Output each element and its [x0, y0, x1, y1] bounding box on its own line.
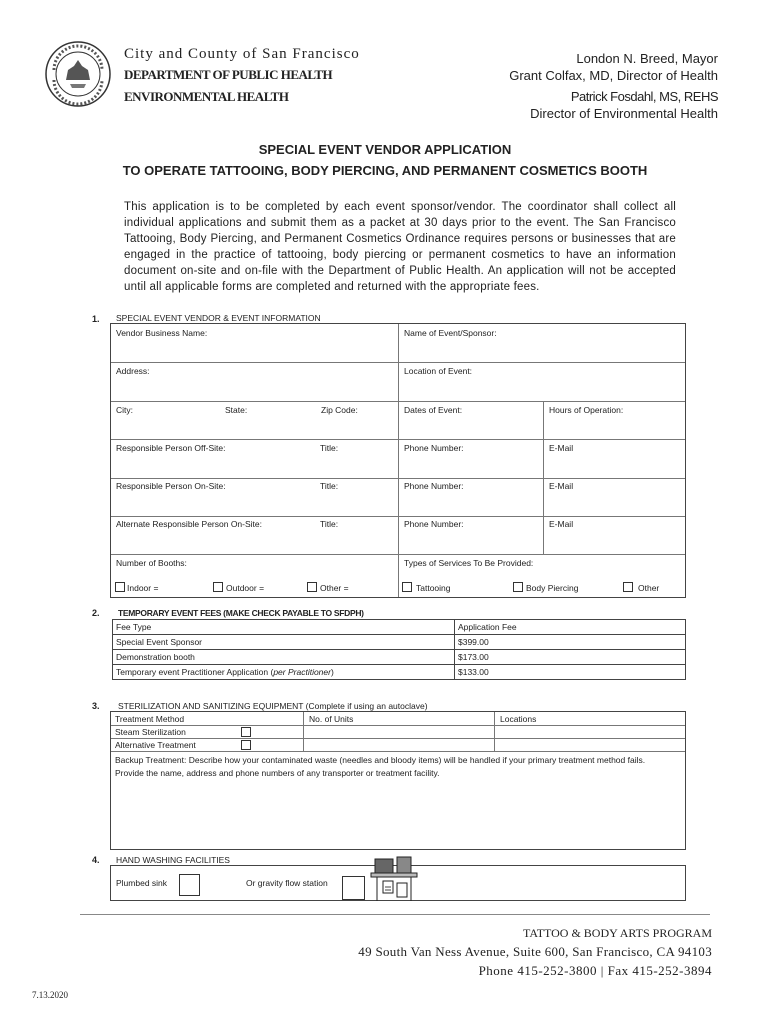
form-title-line2: TO OPERATE TATTOOING, BODY PIERCING, AND PERMANENT COSMETICS BOOTH [122, 163, 648, 178]
tattooing-checkbox[interactable] [402, 582, 412, 592]
handwashing-box [110, 865, 686, 901]
footer-address: 49 South Van Ness Avenue, Suite 600, San Francisco, CA 94103 [358, 944, 712, 959]
section4-number: 4. [92, 855, 100, 865]
fee-type-cell: Special Event Sponsor [113, 635, 455, 650]
state-field[interactable]: State: [225, 405, 248, 415]
address-field[interactable]: Address: [116, 366, 150, 376]
sterilization-grid [110, 711, 686, 850]
outdoor-label: Outdoor = [226, 583, 265, 593]
other-service-label: Other [638, 583, 660, 593]
offsite-person-field[interactable]: Responsible Person Off-Site: [116, 443, 226, 453]
section1-title: SPECIAL EVENT VENDOR & EVENT INFORMATION [116, 313, 321, 323]
department-name: DEPARTMENT OF PUBLIC HEALTH [124, 67, 333, 82]
other-booth-checkbox[interactable] [307, 582, 317, 592]
onsite-title-field[interactable]: Title: [320, 481, 339, 491]
body-piercing-checkbox[interactable] [513, 582, 523, 592]
fee-type-text: Temporary event Practitioner Application ( [116, 667, 274, 677]
steam-sterilization-label: Steam Sterilization [115, 727, 186, 737]
gravity-station-label: Or gravity flow station [246, 878, 328, 888]
form-title-line1: SPECIAL EVENT VENDOR APPLICATION [258, 142, 512, 157]
alternative-treatment-checkbox[interactable] [241, 740, 251, 750]
offsite-title-field[interactable]: Title: [320, 443, 339, 453]
body-piercing-label: Body Piercing [526, 583, 579, 593]
section2-title: TEMPORARY EVENT FEES (MAKE CHECK PAYABLE TO SFDPH) [118, 608, 364, 618]
division-name: ENVIRONMENTAL HEALTH [124, 89, 289, 104]
intro-paragraph: This application is to be completed by each event sponsor/vendor. The coordinator shall collect all individual applications and submit them as a packet at 30 days prior to the event. The San Francisco Tattooing, Body Piercing, and Permanent Cosmetics Ordinance requires persons or businesses that are engaged in the practice of tattooing, body piercing or permanent cosmetics to have an information document on-site and on-file with the Department of Public Health. An application will not be accepted until all applicable forms are completed and returned with the appropriate fees. [124, 201, 676, 293]
other-booth-label: Other = [320, 583, 349, 593]
application-fee-header: Application Fee [455, 620, 686, 635]
table-row [113, 635, 686, 650]
event-name-field[interactable]: Name of Event/Sponsor: [404, 328, 497, 338]
vendor-info-grid [110, 323, 686, 598]
outdoor-checkbox[interactable] [213, 582, 223, 592]
fee-type-cell [113, 665, 455, 680]
tattooing-label: Tattooing [416, 583, 451, 593]
gravity-station-checkbox[interactable] [342, 876, 365, 900]
locations-header: Locations [500, 714, 537, 724]
plumbed-sink-checkbox[interactable] [179, 874, 200, 896]
alternate-email-field[interactable]: E-Mail [549, 519, 574, 529]
offsite-phone-field[interactable]: Phone Number: [404, 443, 464, 453]
city-name: City and County of San Francisco [124, 46, 360, 62]
table-row [113, 620, 686, 635]
env-director-name: Patrick Fosdahl, MS, REHS [570, 89, 718, 104]
steam-sterilization-checkbox[interactable] [241, 727, 251, 737]
onsite-phone-field[interactable]: Phone Number: [404, 481, 464, 491]
fee-type-header: Fee Type [113, 620, 455, 635]
indoor-label: Indoor = [127, 583, 159, 593]
city-seal-logo [44, 40, 112, 108]
plumbed-sink-label: Plumbed sink [116, 878, 168, 888]
header-left [124, 46, 360, 105]
mayor: London N. Breed, Mayor [576, 51, 718, 66]
alternate-title-field[interactable]: Title: [320, 519, 339, 529]
fee-cell: $133.00 [455, 665, 686, 680]
services-label: Types of Services To Be Provided: [404, 558, 534, 568]
program-name: TATTOO & BODY ARTS PROGRAM [522, 926, 712, 940]
fee-type-cell: Demonstration booth [113, 650, 455, 665]
footer-divider [80, 914, 710, 915]
fee-cell: $173.00 [455, 650, 686, 665]
onsite-email-field[interactable]: E-Mail [549, 481, 574, 491]
fee-type-emphasis: per Practitioner [273, 667, 331, 677]
vendor-business-name-field[interactable]: Vendor Business Name: [116, 328, 208, 338]
footer-phone: Phone 415-252-3800 | Fax 415-252-3894 [478, 963, 712, 978]
env-director-title: Director of Environmental Health [530, 106, 718, 121]
fee-cell: $399.00 [455, 635, 686, 650]
handwashing-station-illustration [367, 855, 423, 903]
section3-title: STERILIZATION AND SANITIZING EQUIPMENT (Complete if using an autoclave) [118, 701, 428, 711]
fees-table [112, 619, 686, 680]
treatment-method-header: Treatment Method [115, 714, 185, 724]
health-director: Grant Colfax, MD, Director of Health [509, 68, 718, 83]
alternate-phone-field[interactable]: Phone Number: [404, 519, 464, 529]
table-row [113, 665, 686, 680]
section4-title: HAND WASHING FACILITIES [116, 855, 230, 865]
offsite-email-field[interactable]: E-Mail [549, 443, 574, 453]
zip-field[interactable]: Zip Code: [321, 405, 358, 415]
booths-label: Number of Booths: [116, 558, 187, 568]
other-service-checkbox[interactable] [623, 582, 633, 592]
table-row [113, 650, 686, 665]
fee-type-close: ) [330, 667, 334, 677]
alternative-treatment-label: Alternative Treatment [115, 740, 196, 750]
hours-field[interactable]: Hours of Operation: [549, 405, 624, 415]
city-field[interactable]: City: [116, 405, 133, 415]
indoor-checkbox[interactable] [115, 582, 125, 592]
alternate-person-field[interactable]: Alternate Responsible Person On-Site: [116, 519, 262, 529]
units-header: No. of Units [309, 714, 354, 724]
version-date: 7.13.2020 [32, 990, 68, 1000]
form-title [0, 139, 770, 181]
event-dates-field[interactable]: Dates of Event: [404, 405, 463, 415]
section2-number: 2. [92, 608, 100, 618]
section1-number: 1. [92, 314, 100, 324]
backup-treatment-field[interactable]: Backup Treatment: Describe how your contaminated waste (needles and bloody items) will be handled if your primary treatment method fails. Provide the name, address and phone numbers of any transporter or treatment facility. [115, 755, 646, 778]
onsite-person-field[interactable]: Responsible Person On-Site: [116, 481, 226, 491]
section3-number: 3. [92, 701, 100, 711]
event-location-field[interactable]: Location of Event: [404, 366, 473, 376]
header-right [509, 50, 718, 122]
